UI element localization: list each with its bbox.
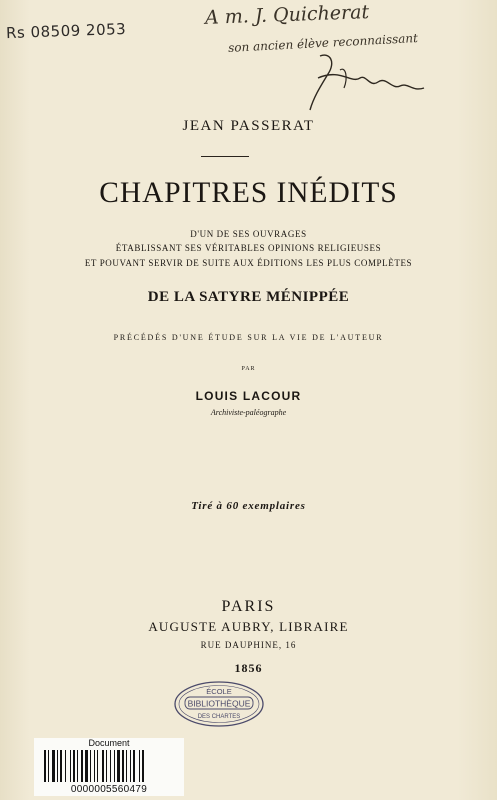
subtitle-line-2: ÉTABLISSANT SES VÉRITABLES OPINIONS RELIGIEUSES — [115, 243, 382, 253]
subtitle-line-3: ET POUVANT SERVIR DE SUITE AUX ÉDITIONS LES PLUS COMPLÈTES — [84, 258, 413, 268]
handwritten-dedication-line1: A m. J. Quicherat — [204, 1, 370, 29]
editor-role: Archiviste-paléographe — [210, 408, 287, 417]
handwritten-signature — [300, 48, 430, 118]
stamp-bottom-text: DES CHARTES — [197, 714, 241, 720]
work-title: DE LA SATYRE MÉNIPPÉE — [147, 289, 350, 305]
stamp-top-text: ÉCOLE — [206, 687, 232, 696]
shelfmark: Rs 08509 2053 — [5, 19, 127, 43]
handwritten-dedication-line2: son ancien élève reconnaissant — [227, 31, 419, 55]
barcode-sticker — [34, 738, 184, 796]
barcode-number: 0000005560479 — [70, 784, 148, 795]
author-name: JEAN PASSERAT — [182, 118, 315, 134]
title-rule — [201, 156, 249, 157]
par-label: PAR — [241, 366, 256, 372]
imprint-year: 1856 — [234, 661, 263, 675]
editor-name: LOUIS LACOUR — [195, 389, 302, 403]
library-stamp — [173, 680, 265, 728]
barcode-bars — [44, 750, 174, 782]
imprint-publisher: AUGUSTE AUBRY, LIBRAIRE — [148, 619, 349, 634]
book-title: CHAPITRES INÉDITS — [99, 176, 398, 209]
print-run: Tiré à 60 exemplaires — [191, 500, 306, 512]
imprint-address: RUE DAUPHINE, 16 — [200, 640, 297, 650]
barcode-label: Document — [88, 738, 130, 748]
subtitle-line-1: D'UN DE SES OUVRAGES — [190, 229, 307, 239]
imprint-city: PARIS — [221, 598, 276, 615]
preceded-line: PRÉCÉDÉS D'UNE ÉTUDE SUR LA VIE DE L'AUTEUR — [113, 333, 384, 342]
stamp-middle-text: BIBLIOTHÈQUE — [187, 698, 251, 709]
